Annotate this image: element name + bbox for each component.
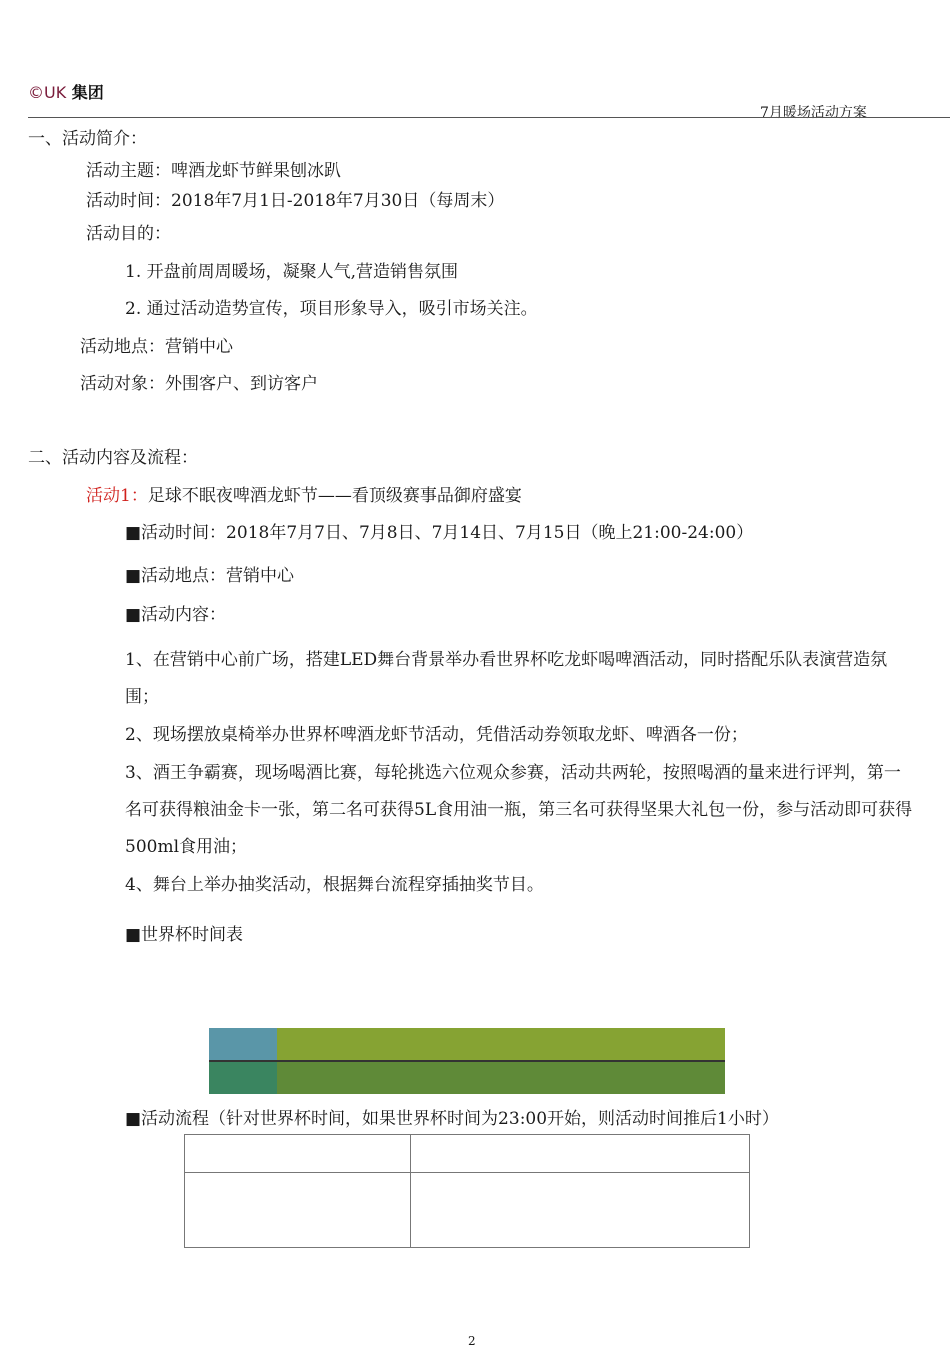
activity-location: 活动地点：营销中心 xyxy=(80,337,233,357)
table-column-divider xyxy=(410,1135,411,1247)
activity-1-name: 足球不眠夜啤酒龙虾节——看顶级赛事品御府盛宴 xyxy=(147,486,522,506)
schedule-cell xyxy=(209,1028,277,1060)
brand-prefix: ©UK xyxy=(28,83,67,102)
activity-1-content-label: ■活动内容： xyxy=(125,605,227,625)
activity-flow-table xyxy=(184,1134,750,1248)
activity-1-title xyxy=(86,481,522,506)
activity-1-label: 活动1： xyxy=(86,486,148,506)
world-cup-schedule-table xyxy=(209,1028,725,1094)
activity-flow-label: ■活动流程（针对世界杯时间，如果世界杯时间为23:00开始，则活动时间推后1小时） xyxy=(125,1109,779,1129)
brand-suffix: 集团 xyxy=(66,83,104,102)
section-1-heading: 一、活动简介： xyxy=(28,129,147,149)
content-item: 1、在营销中心前广场，搭建LED舞台背景举办看世界杯吃龙虾喝啤酒活动，同时搭配乐队表演营造氛围； xyxy=(125,650,888,707)
content-item: 2、现场摆放桌椅举办世界杯啤酒龙虾节活动，凭借活动券领取龙虾、啤酒各一份； xyxy=(125,725,748,745)
activity-1-location: ■活动地点：营销中心 xyxy=(125,566,295,586)
section-2-heading: 二、活动内容及流程： xyxy=(28,448,198,468)
activity-time: 活动时间：2018年7月1日-2018年7月30日（每周末） xyxy=(86,191,505,211)
purpose-item: 2. 通过活动造势宣传，项目形象导入，吸引市场关注。 xyxy=(125,299,538,319)
activity-1-time: ■活动时间：2018年7月7日、7月8日、7月14日、7月15日（晚上21:00-24:00） xyxy=(125,523,754,543)
activity-purpose-label: 活动目的： xyxy=(86,224,171,244)
activity-theme: 活动主题：啤酒龙虾节鲜果刨冰趴 xyxy=(86,161,341,181)
activity-audience: 活动对象：外围客户、到访客户 xyxy=(80,374,318,394)
table-row-divider xyxy=(185,1172,749,1173)
schedule-cell xyxy=(277,1028,725,1060)
world-cup-schedule-label: ■世界杯时间表 xyxy=(125,925,244,945)
document-title: 7月暖场活动方案 xyxy=(760,105,867,121)
purpose-item: 1. 开盘前周周暖场，凝聚人气,营造销售氛围 xyxy=(125,262,459,282)
header-divider xyxy=(28,117,950,118)
content-item: 4、舞台上举办抽奖活动，根据舞台流程穿插抽奖节目。 xyxy=(125,875,544,895)
page-number: 2 xyxy=(468,1334,476,1348)
content-item: 3、酒王争霸赛，现场喝酒比赛，每轮挑选六位观众参赛，活动共两轮，按照喝酒的量来进行评判，第一名可获得粮油金卡一张，第二名可获得5L食用油一瓶，第三名可获得坚果大礼包一份，参与活动即可获得500ml食用油； xyxy=(125,763,913,857)
schedule-cell xyxy=(209,1062,277,1094)
schedule-cell xyxy=(277,1062,725,1094)
brand-logo xyxy=(28,80,104,103)
